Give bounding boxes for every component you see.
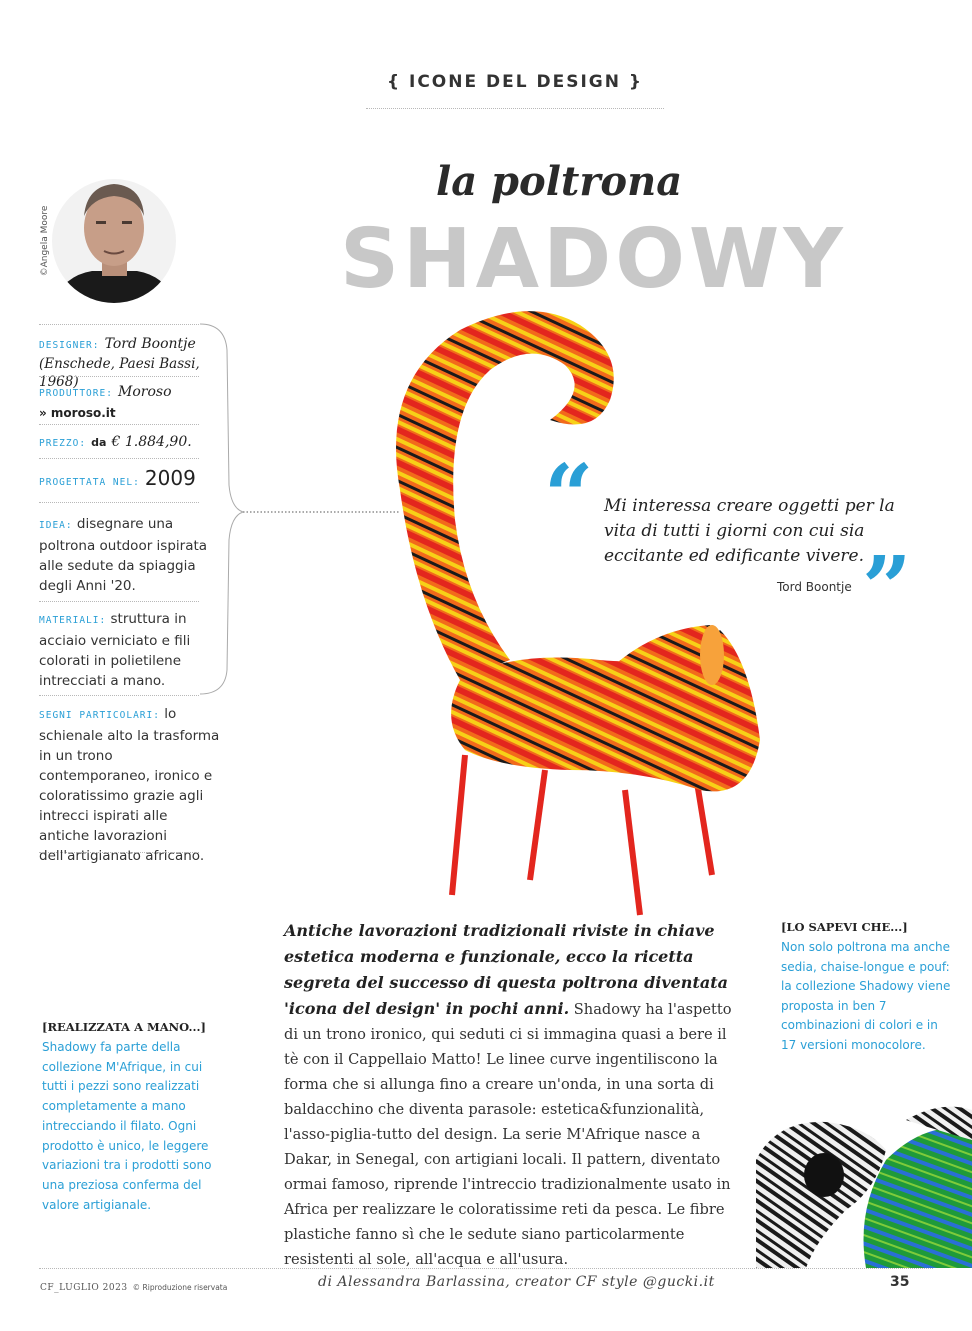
section-header: { ICONE DEL DESIGN } (386, 72, 643, 92)
sidebar-left (42, 1020, 217, 1215)
prezzo-prefix: da (91, 436, 107, 449)
progettata-value: 2009 (144, 466, 196, 490)
produttore-site[interactable]: » moroso.it (39, 406, 116, 420)
title-line2: SHADOWY (340, 212, 847, 307)
spec-materiali (39, 609, 219, 691)
quote-text: Mi interessa creare oggetti per la vita di tutti i giorni con cui sia eccitante ed edificante vivere. (604, 496, 895, 566)
segni-label: SEGNI PARTICOLARI: (39, 710, 160, 721)
footer-divider (39, 1268, 933, 1269)
prezzo-value: € 1.884,90. (111, 434, 192, 450)
footer-left (40, 1279, 227, 1294)
quote-open-mark: “ (544, 446, 594, 547)
shadowy-chair-image (340, 300, 780, 920)
materiali-value: struttura in acciaio verniciato e fili colorati in polietilene intrecciati a mano. (39, 611, 191, 689)
portrait-image (52, 176, 177, 306)
spec-idea (39, 514, 219, 596)
sidebar-left-text: Shadowy fa parte della collezione M'Afrique, in cui tutti i pezzi sono realizzati completamente a mano intrecciando il filato. Ogni prodotto è unico, le leggere variazioni tra i prodotti sono una preziosa conferma del valore artigianale. (42, 1040, 212, 1212)
designer-label: DESIGNER: (39, 340, 100, 351)
footer-issue: CF_LUGLIO 2023 (40, 1283, 128, 1293)
spec-divider-7 (39, 852, 199, 853)
designer-origin: (Enschede, Paesi Bassi, 1968) (39, 356, 200, 390)
quote-close-mark: ” (862, 538, 912, 639)
sidebar-left-title: [REALIZZATA A MANO...] (42, 1020, 206, 1034)
produttore-label: PRODUTTORE: (39, 388, 113, 399)
spec-divider-3 (39, 458, 199, 459)
spec-segni (39, 704, 221, 866)
article-body (284, 918, 744, 1272)
quote-author: Tord Boontje (777, 580, 852, 594)
photo-credit: ©Angela Moore (40, 205, 50, 277)
sidebar-right-title: [LO SAPEVI CHE...] (781, 920, 908, 934)
segni-value: lo schienale alto la trasforma in un trono contemporaneo, ironico e coloratissimo grazie agli intrecci ispirati alle antiche lavorazioni dell'artigianato africano. (39, 706, 220, 864)
idea-label: IDEA: (39, 520, 73, 531)
page-number: 35 (890, 1274, 910, 1290)
spec-divider-2 (39, 424, 199, 425)
progettata-label: PROGETTATA NEL: (39, 477, 140, 488)
footer-rights: © Riproduzione riservata (132, 1283, 228, 1292)
footer-byline: di Alessandra Barlassina, creator CF style @gucki.it (318, 1274, 715, 1290)
materiali-label: MATERIALI: (39, 615, 107, 626)
spec-divider-4 (39, 502, 199, 503)
specs-top-divider (39, 324, 199, 325)
designer-value: Tord Boontje (104, 336, 196, 352)
sidebar-right-text: Non solo poltrona ma anche sedia, chaise-longue e pouf: la collezione Shadowy viene proposta in ben 7 combinazioni di colori e in 17 versioni monocolore. (781, 940, 951, 1052)
designer-portrait (52, 176, 177, 306)
title-line1: la poltrona (436, 158, 683, 205)
article-text: Shadowy ha l'aspetto di un trono ironico, qui seduti ci si immagina quasi a bere il tè con il Cappellaio Matto! Le linee curve ingentiliscono la forma che si allunga fino a creare un'onda, in una sorta di baldacchino che diventa parasole: estetica&funzionalità, l'asso-piglia-tutto del design. La serie M'Afrique nasce a Dakar, in Senegal, con artigiani locali. Il pattern, diventato ormai famoso, riprende l'intreccio tradizionalmente usato in Africa per realizzare le coloratissime reti da pesca. Le fibre plastiche fanno sì che le sedute siano particolarmente resistenti al sole, all'acqua e all'usura. (284, 1001, 732, 1268)
spec-divider-6 (39, 695, 199, 696)
spec-divider-1 (39, 376, 199, 377)
prezzo-label: PREZZO: (39, 438, 87, 449)
article-lead: Antiche lavorazioni tradizionali riviste in chiave estetica moderna e funzionale, ecco la ricetta segreta del successo di questa poltrona diventata 'icona del design' in pochi anni. (284, 921, 728, 1018)
idea-value: disegnare una poltrona outdoor ispirata alle sedute da spiaggia degli Anni '20. (39, 516, 208, 594)
produttore-value: Moroso (118, 384, 172, 400)
variant-chairs-image (756, 1100, 972, 1268)
header-divider (366, 108, 664, 109)
sidebar-right (781, 920, 953, 1056)
spec-divider-5 (39, 601, 199, 602)
